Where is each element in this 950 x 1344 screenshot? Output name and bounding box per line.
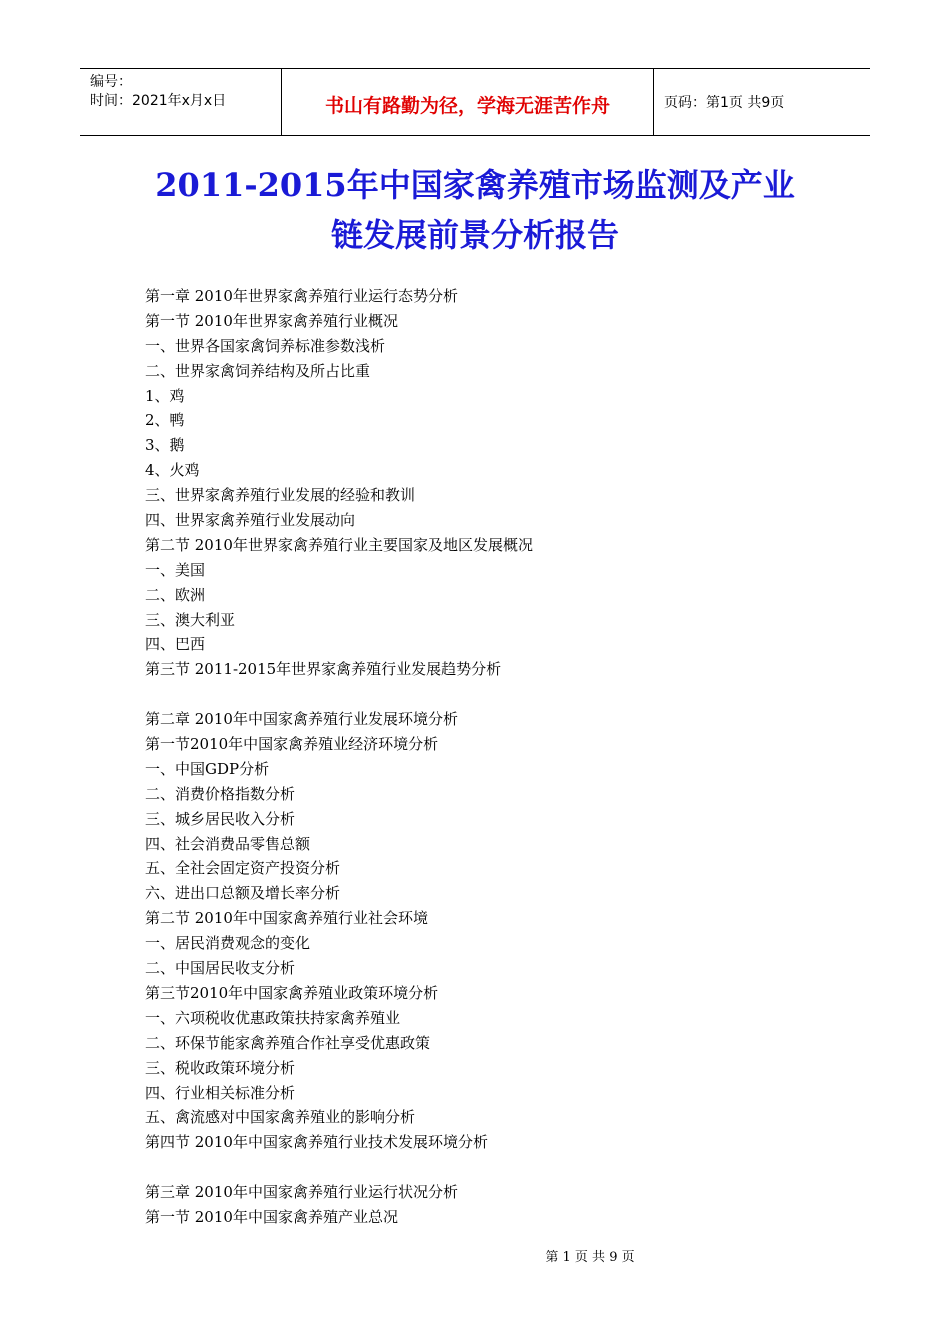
document-title-line-1: 2011-2015年中国家禽养殖市场监测及产业 — [155, 166, 795, 204]
toc-item: 第三节 2011-2015年世界家禽养殖行业发展趋势分析 — [145, 660, 502, 679]
toc-item: 三、城乡居民收入分析 — [145, 809, 296, 828]
toc-item: 一、世界各国家禽饲养标准参数浅析 — [145, 336, 386, 355]
table-of-contents — [145, 284, 865, 1230]
toc-item: 五、禽流感对中国家禽养殖业的影响分析 — [145, 1108, 416, 1127]
document-title — [0, 160, 950, 260]
toc-item: 第四节 2010年中国家禽养殖行业技术发展环境分析 — [145, 1133, 488, 1152]
toc-item: 二、中国居民收支分析 — [145, 959, 296, 978]
header-motto: 书山有路勤为径，学海无涯苦作舟 — [324, 94, 610, 117]
toc-item: 第三节2010年中国家禽养殖业政策环境分析 — [145, 983, 439, 1002]
document-title-line-2: 链发展前景分析报告 — [330, 216, 619, 254]
toc-item: 第二节 2010年世界家禽养殖行业主要国家及地区发展概况 — [145, 535, 533, 554]
toc-item: 四、社会消费品零售总额 — [145, 834, 311, 853]
toc-item: 一、美国 — [145, 560, 206, 579]
toc-item: 第二章 2010年中国家禽养殖行业发展环境分析 — [145, 710, 458, 729]
toc-item: 4、火鸡 — [145, 461, 200, 480]
header-page-cell — [654, 69, 870, 135]
toc-item: 2、鸭 — [145, 411, 185, 430]
toc-item: 第二节 2010年中国家禽养殖行业社会环境 — [145, 909, 428, 928]
toc-item: 3、鹅 — [145, 436, 185, 455]
header-motto-cell — [282, 69, 654, 135]
page-footer — [0, 1246, 950, 1265]
toc-item: 1、鸡 — [145, 386, 185, 405]
toc-item: 三、世界家禽养殖行业发展的经验和教训 — [145, 486, 416, 505]
toc-item: 四、巴西 — [145, 635, 206, 654]
toc-item: 第一节 2010年中国家禽养殖产业总况 — [145, 1207, 398, 1226]
toc-item: 五、全社会固定资产投资分析 — [145, 859, 341, 878]
toc-item: 一、居民消费观念的变化 — [145, 934, 311, 953]
header-table — [80, 68, 870, 136]
footer-page-number: 第 1 页 共 9 页 — [545, 1250, 635, 1265]
toc-item: 第一节 2010年世界家禽养殖行业概况 — [145, 311, 398, 330]
toc-item: 二、欧洲 — [145, 585, 206, 604]
toc-spacer — [145, 682, 865, 707]
toc-spacer — [145, 1155, 865, 1180]
toc-item: 三、税收政策环境分析 — [145, 1058, 296, 1077]
toc-item: 二、世界家禽饲养结构及所占比重 — [145, 361, 371, 380]
toc-item: 六、进出口总额及增长率分析 — [145, 884, 341, 903]
toc-item: 三、澳大利亚 — [145, 610, 236, 629]
toc-item: 二、消费价格指数分析 — [145, 784, 296, 803]
toc-item: 二、环保节能家禽养殖合作社享受优惠政策 — [145, 1033, 431, 1052]
toc-item: 四、行业相关标准分析 — [145, 1083, 296, 1102]
toc-item: 一、六项税收优惠政策扶持家禽养殖业 — [145, 1008, 401, 1027]
document-number-label: 编号： — [90, 74, 132, 90]
toc-item: 第一节2010年中国家禽养殖业经济环境分析 — [145, 735, 439, 754]
header-page-info: 页码：第1页 共9页 — [664, 95, 785, 111]
toc-item: 第三章 2010年中国家禽养殖行业运行状况分析 — [145, 1183, 458, 1202]
toc-item: 一、中国GDP分析 — [145, 759, 270, 778]
header-meta-cell — [80, 69, 282, 135]
toc-item: 四、世界家禽养殖行业发展动向 — [145, 511, 356, 530]
document-time-label: 时间：2021年x月x日 — [90, 93, 227, 109]
toc-item: 第一章 2010年世界家禽养殖行业运行态势分析 — [145, 287, 458, 305]
